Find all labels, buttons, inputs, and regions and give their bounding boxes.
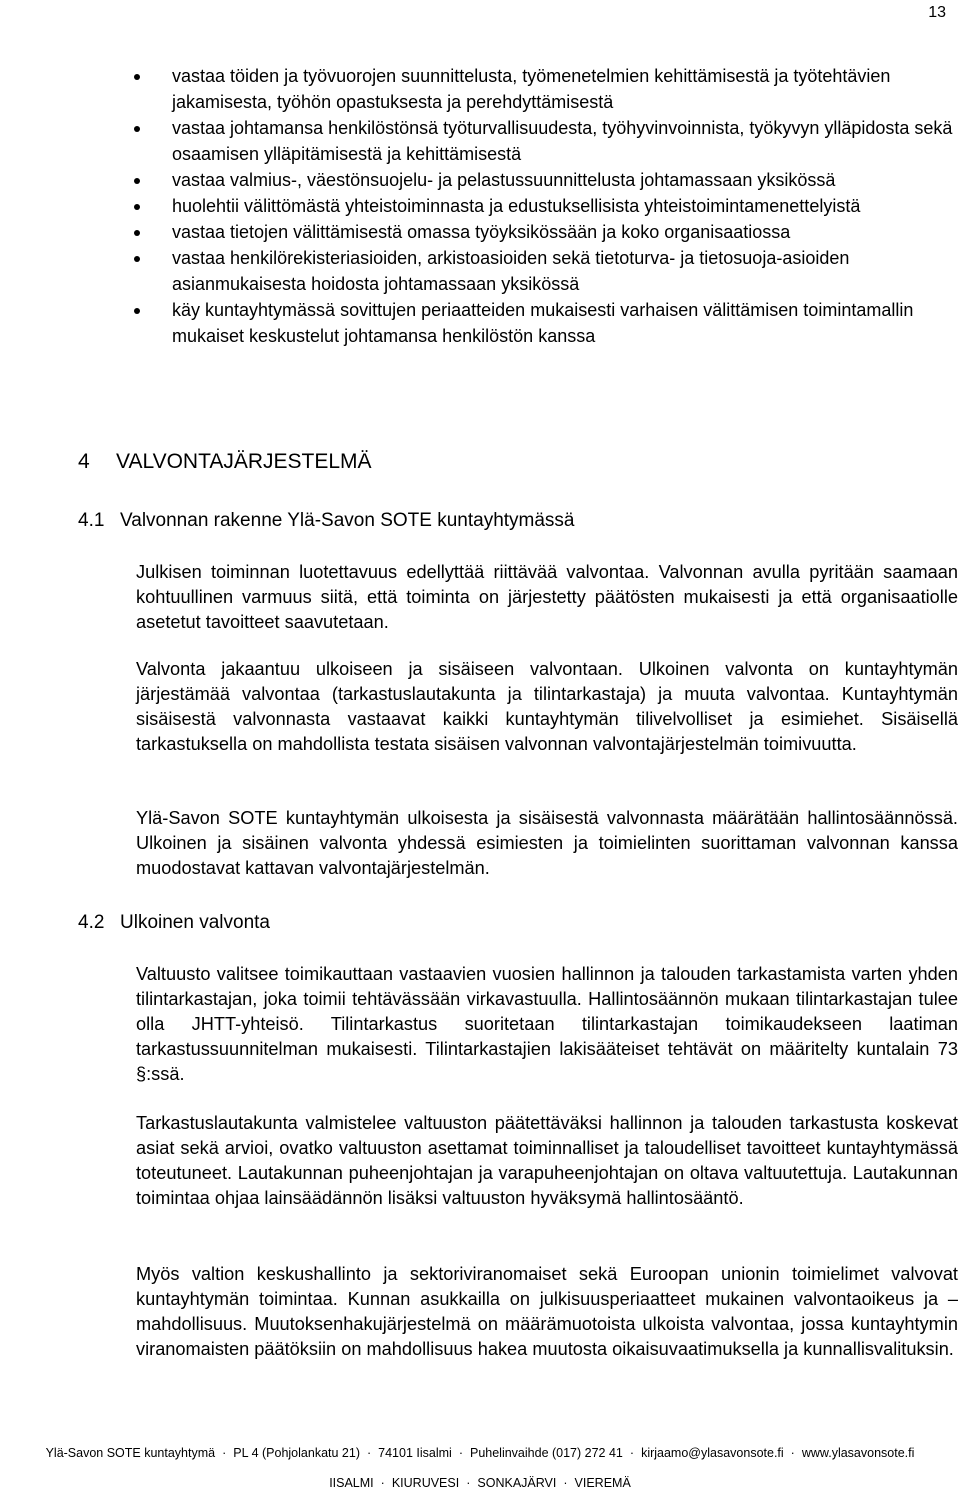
section-title: Valvonnan rakenne Ylä-Savon SOTE kuntayhtymässä [120,510,575,531]
page-number: 13 [928,4,946,21]
section-4-1-heading [78,510,575,532]
footer-municipality: KIURUVESI [391,1476,460,1490]
list-item-text: vastaa tietojen välittämisestä omassa työyksikössään ja koko organisaatiossa [172,222,791,242]
list-item-text: vastaa valmius-, väestönsuojelu- ja pelastussuunnittelusta johtamassaan yksikössä [172,170,836,190]
paragraph: Valtuusto valitsee toimikauttaan vastaavien vuosien hallinnon ja talouden tarkastamista varten yhden tilintarkastajan, joka toimii tehtävässään virkavastuulla. Hallintosäännön mukaan tilintarkastajan tulee olla JHTT-yhteisö. Tilintarkastus suoritetaan tilintarkastajan toimikaudekseen laatiman tarkastussuunnitelman mukaisesti. Tilintarkastajien lakisääteiset tehtävät on määritelty kuntalain 73 §:ssä. [136,964,958,1084]
section-number: 4.2 [78,912,105,933]
list-item [134,297,960,349]
footer-email[interactable]: kirjaamo@ylasavonsote.fi [641,1446,784,1460]
footer-municipality: SONKAJÄRVI [477,1476,557,1490]
paragraph: Ylä-Savon SOTE kuntayhtymän ulkoisesta ja sisäisestä valvonnasta määrätään hallintosäännössä. Ulkoinen ja sisäinen valvonta yhdessä esimiesten ja toimielinten suorittaman valvonnan kanssa muodostavat kattavan valvontajärjestelmän. [136,808,958,878]
footer-address: PL 4 (Pohjolankatu 21) [233,1446,360,1460]
bullet-icon [134,204,140,210]
paragraph: Valvonta jakaantuu ulkoiseen ja sisäiseen valvontaan. Ulkoinen valvonta on kuntayhtymän järjestämää valvontaa (tarkastuslautakunta ja tilintarkastaja) ja muuta valvontaa. Kuntayhtymän sisäisestä valvonnasta vastaavat kaikki kuntayhtymän tilivelvolliset ja esimiehet. Sisäisellä tarkastuksella on mahdollista testata sisäisen valvonnan valvontajärjestelmän toimivuutta. [136,659,958,754]
footer-postcode: 74101 Iisalmi [378,1446,452,1460]
list-item [134,245,960,297]
section-title: VALVONTAJÄRJESTELMÄ [116,450,372,473]
footer-municipality: VIEREMÄ [574,1476,631,1490]
paragraph: Myös valtion keskushallinto ja sektoriviranomaiset sekä Euroopan unionin toimielimet valvovat kuntayhtymän toimintaa. Kunnan asukkailla on julkisuusperiaatteet mukainen valvontaoikeus ja –mahdollisuus. Muutoksenhakujärjestelmä on määrämuotoista ulkoista valvontaa, jossa kuntayhtymin viranomaisten päätöksiin on mahdollisuus hakea muutosta oikaisuvaatimuksella ja kunnallisvalituksin. [136,1264,958,1359]
footer-phone: Puhelinvaihde (017) 272 41 [469,1446,623,1460]
list-item-text: käy kuntayhtymässä sovittujen periaatteiden mukaisesti varhaisen välittämisen toimintamallin mukaiset keskustelut johtamansa henkilöstön kanssa [172,300,914,346]
section-4-heading [78,450,372,474]
list-item [134,219,960,245]
list-item-text: vastaa henkilörekisteriasioiden, arkistoasioiden sekä tietoturva- ja tietosuoja-asioiden asianmukaisesta hoidosta johtamassaan yksikössä [172,248,850,294]
section-title: Ulkoinen valvonta [120,912,270,933]
bullet-icon [134,126,140,132]
paragraph: Tarkastuslautakunta valmistelee valtuuston päätettäväksi hallinnon ja talouden tarkastusta koskevat asiat sekä arvioi, ovatko valtuuston asettamat toiminnalliset ja taloudelliset tavoitteet kuntayhtymässä toteutuneet. Lautakunnan puheenjohtajan ja varapuheenjohtajan on oltava valtuutettuja. Lautakunnan toimintaa ohjaa lainsäädännön lisäksi valtuuston hyväksymä hallintosääntö. [136,1113,958,1208]
footer-municipality: IISALMI [329,1476,374,1490]
section-number: 4 [78,450,90,473]
bullet-icon [134,308,140,314]
footer-contact: Ylä-Savon SOTE kuntayhtymä · PL 4 (Pohjolankatu 21) · 74101 Iisalmi · Puhelinvaihde (017) 272 41 · kirjaamo@ylasavonsote.fi · www.ylasavonsote.fi [45,1446,915,1460]
bullet-icon [134,74,140,80]
list-item-text: huolehtii välittömästä yhteistoiminnasta ja edustuksellisista yhteistoimintamenettelyistä [172,196,861,216]
footer-municipalities: IISALMI · KIURUVESI · SONKAJÄRVI · VIEREMÄ [329,1476,631,1490]
section-number: 4.1 [78,510,105,531]
list-item-text: vastaa töiden ja työvuorojen suunnittelusta, työmenetelmien kehittämisestä ja työtehtävien jakamisesta, työhön opastuksesta ja perehdyttämisestä [172,66,891,112]
list-item-text: vastaa johtamansa henkilöstönsä työturvallisuudesta, työhyvinvoinnista, työkyvyn ylläpidosta sekä osaamisen ylläpitämisestä ja kehittämisestä [172,118,953,164]
list-item [134,193,960,219]
responsibility-list [134,63,960,349]
list-item [134,167,960,193]
paragraph: Julkisen toiminnan luotettavuus edellyttää riittävää valvontaa. Valvonnan avulla pyritään saamaan kohtuullinen varmuus siitä, että toiminta on järjestetty päätösten mukaisesti ja että organisaatiolle asetetut tavoitteet saavutetaan. [136,562,958,632]
bullet-icon [134,178,140,184]
bullet-icon [134,230,140,236]
list-item [134,115,960,167]
list-item [134,63,960,115]
section-4-2-heading [78,912,270,934]
bullet-icon [134,256,140,262]
footer-website[interactable]: www.ylasavonsote.fi [801,1446,915,1460]
footer-org: Ylä-Savon SOTE kuntayhtymä [45,1446,216,1460]
